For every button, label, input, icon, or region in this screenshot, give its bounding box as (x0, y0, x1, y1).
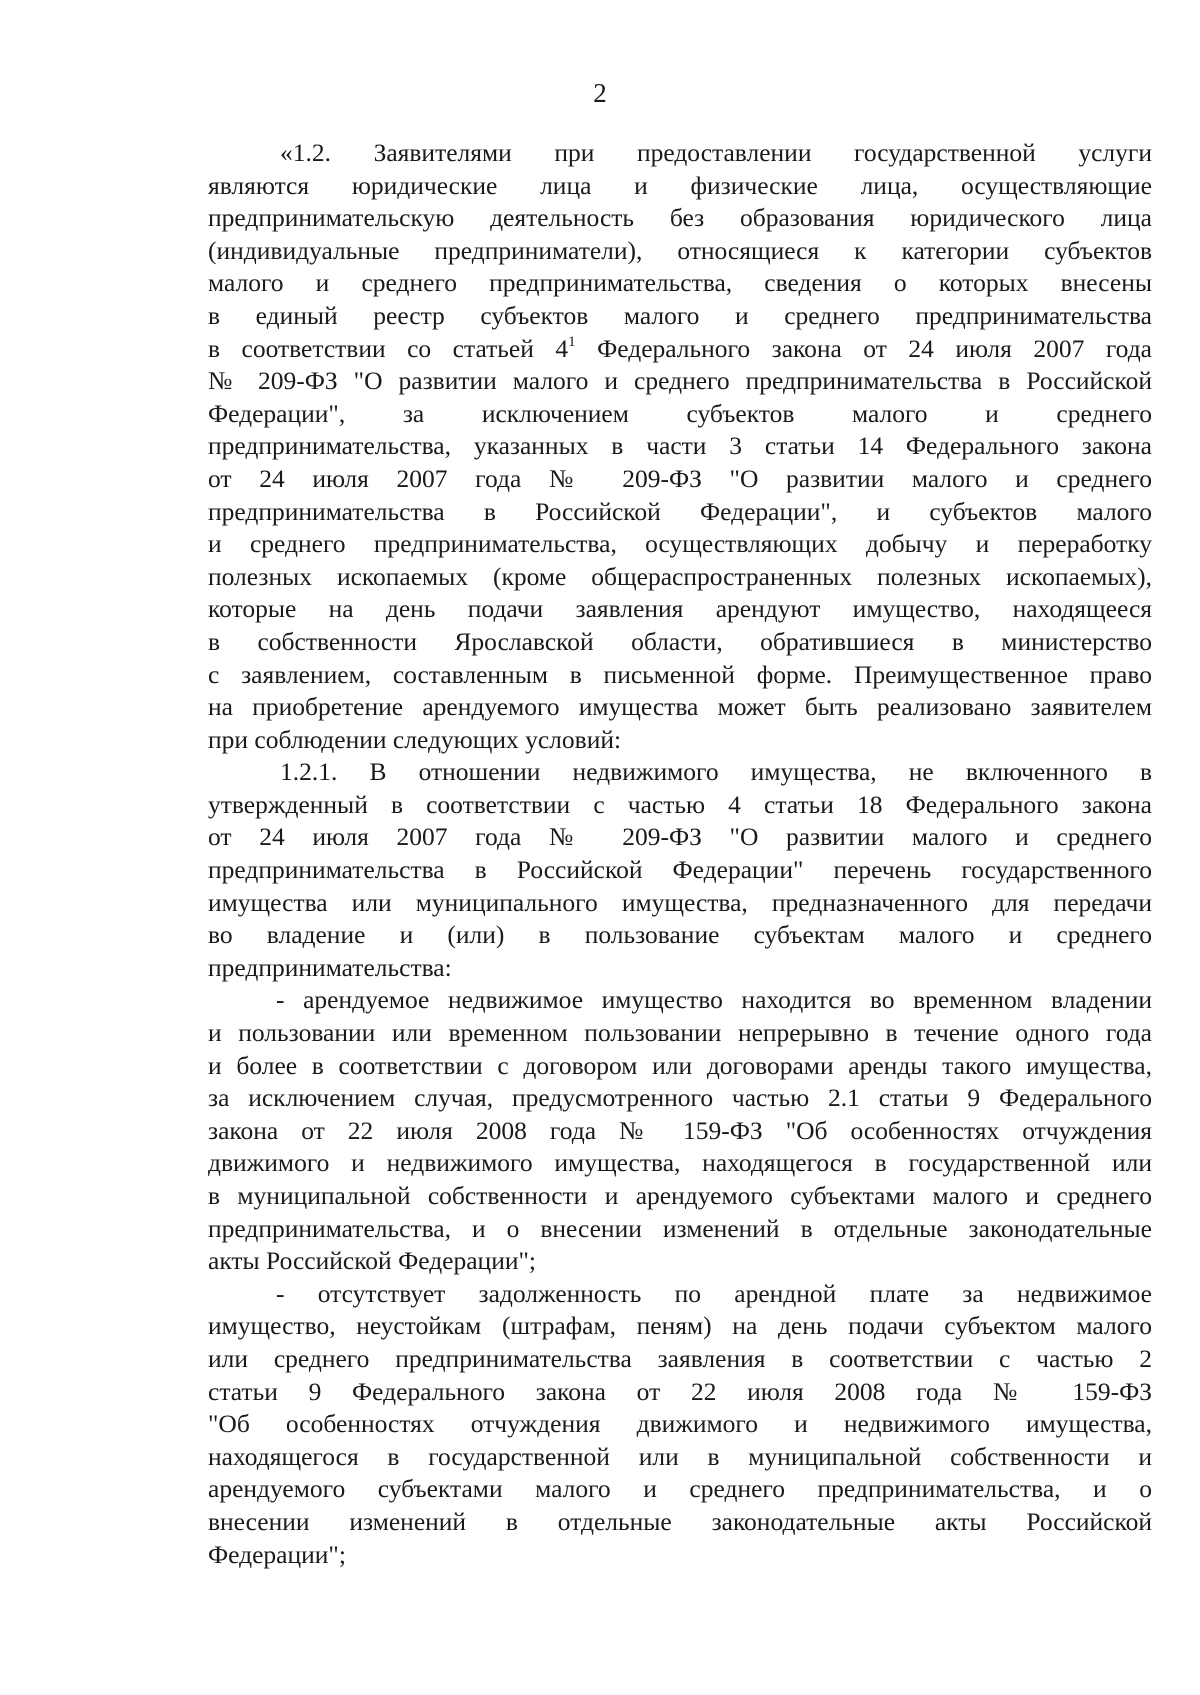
text-line-with-superscript (208, 333, 1152, 366)
paragraph-1-2-1 (208, 756, 1152, 984)
text-line: и более в соответствии с договором или договорами аренды такого имущества, (208, 1050, 1152, 1080)
text-fragment: в соответствии со статьей 4 (208, 333, 569, 363)
text-line: полезных ископаемых (кроме общераспространенных полезных ископаемых), (208, 561, 1152, 591)
list-item-condition-1 (208, 984, 1152, 1277)
text-line: (индивидуальные предприниматели), относящиеся к категории субъектов (208, 235, 1152, 265)
text-line: находящегося в государственной или в муниципальной собственности и (208, 1441, 1152, 1471)
text-line: закона от 22 июля 2008 года № 159-ФЗ "Об особенностях отчуждения (208, 1115, 1152, 1145)
superscript: 1 (568, 333, 576, 350)
text-line: являются юридические лица и физические лица, осуществляющие (208, 170, 1152, 200)
paragraph-1-2 (208, 137, 1152, 756)
text-line: в муниципальной собственности и арендуемого субъектами малого и среднего (208, 1181, 1152, 1210)
text-line: внесении изменений в отдельные законодательные акты Российской (208, 1506, 1152, 1536)
text-line: в единый реестр субъектов малого и среднего предпринимательства (208, 300, 1152, 330)
text-line: «1.2. Заявителями при предоставлении государственной услуги (280, 138, 1152, 167)
text-line: - арендуемое недвижимое имущество находится во временном владении (276, 985, 1152, 1015)
text-line: предпринимательства: (208, 952, 452, 982)
text-line: от 24 июля 2007 года № 209-ФЗ "О развитии малого и среднего (208, 463, 1152, 493)
text-line: имущество, неустойкам (штрафам, пеням) на день подачи субъектом малого (208, 1311, 1152, 1341)
text-line: Федерации"; (208, 1539, 346, 1569)
text-line: статьи 9 Федерального закона от 22 июля 2008 года № 159-ФЗ (208, 1376, 1152, 1406)
text-line: движимого и недвижимого имущества, находящегося в государственной или (208, 1148, 1152, 1178)
text-line: на приобретение арендуемого имущества может быть реализовано заявителем (208, 692, 1152, 722)
text-line: с заявлением, составленным в письменной форме. Преимущественное право (208, 659, 1152, 689)
text-line: или среднего предпринимательства заявления в соответствии с частью 2 (208, 1343, 1152, 1373)
text-line: - отсутствует задолженность по арендной плате за недвижимое (276, 1278, 1152, 1308)
text-line: предпринимательства в Российской Федерации" перечень государственного (208, 855, 1152, 885)
document-body (208, 137, 1152, 1571)
text-line: арендуемого субъектами малого и среднего предпринимательства, и о (208, 1474, 1152, 1504)
text-line: предпринимательскую деятельность без образования юридического лица (208, 203, 1152, 233)
text-line: которые на день подачи заявления арендуют имущество, находящееся (208, 594, 1152, 624)
text-line: № 209-ФЗ "О развитии малого и среднего предпринимательства в Российской (208, 366, 1152, 396)
text-line: при соблюдении следующих условий: (208, 724, 622, 754)
text-line: малого и среднего предпринимательства, сведения о которых внесены (208, 268, 1152, 298)
text-line: предпринимательства в Российской Федерации", и субъектов малого (208, 496, 1152, 526)
text-line: акты Российской Федерации"; (208, 1246, 536, 1276)
text-line: и пользовании или временном пользовании непрерывно в течение одного года (208, 1018, 1152, 1048)
text-line: утвержденный в соответствии с частью 4 статьи 18 Федерального закона (208, 789, 1152, 819)
text-line: предпринимательства, указанных в части 3 статьи 14 Федерального закона (208, 431, 1152, 461)
page-number: 2 (593, 78, 607, 108)
text-line: в собственности Ярославской области, обратившиеся в министерство (208, 626, 1152, 656)
text-line: Федерации", за исключением субъектов малого и среднего (208, 398, 1152, 428)
list-item-condition-2 (208, 1278, 1152, 1571)
text-fragment: Федерального закона от 24 июля 2007 года (575, 333, 1152, 363)
text-line: и среднего предпринимательства, осуществляющих добычу и переработку (208, 529, 1152, 559)
text-line: "Об особенностях отчуждения движимого и недвижимого имущества, (208, 1409, 1152, 1439)
text-line: за исключением случая, предусмотренного частью 2.1 статьи 9 Федерального (208, 1083, 1152, 1113)
text-line: от 24 июля 2007 года № 209-ФЗ "О развитии малого и среднего (208, 822, 1152, 852)
text-line: имущества или муниципального имущества, предназначенного для передачи (208, 887, 1152, 917)
text-line: предпринимательства, и о внесении изменений в отдельные законодательные (208, 1213, 1152, 1243)
text-line: 1.2.1. В отношении недвижимого имущества, не включенного в (280, 757, 1152, 787)
text-line: во владение и (или) в пользование субъектам малого и среднего (208, 920, 1152, 950)
